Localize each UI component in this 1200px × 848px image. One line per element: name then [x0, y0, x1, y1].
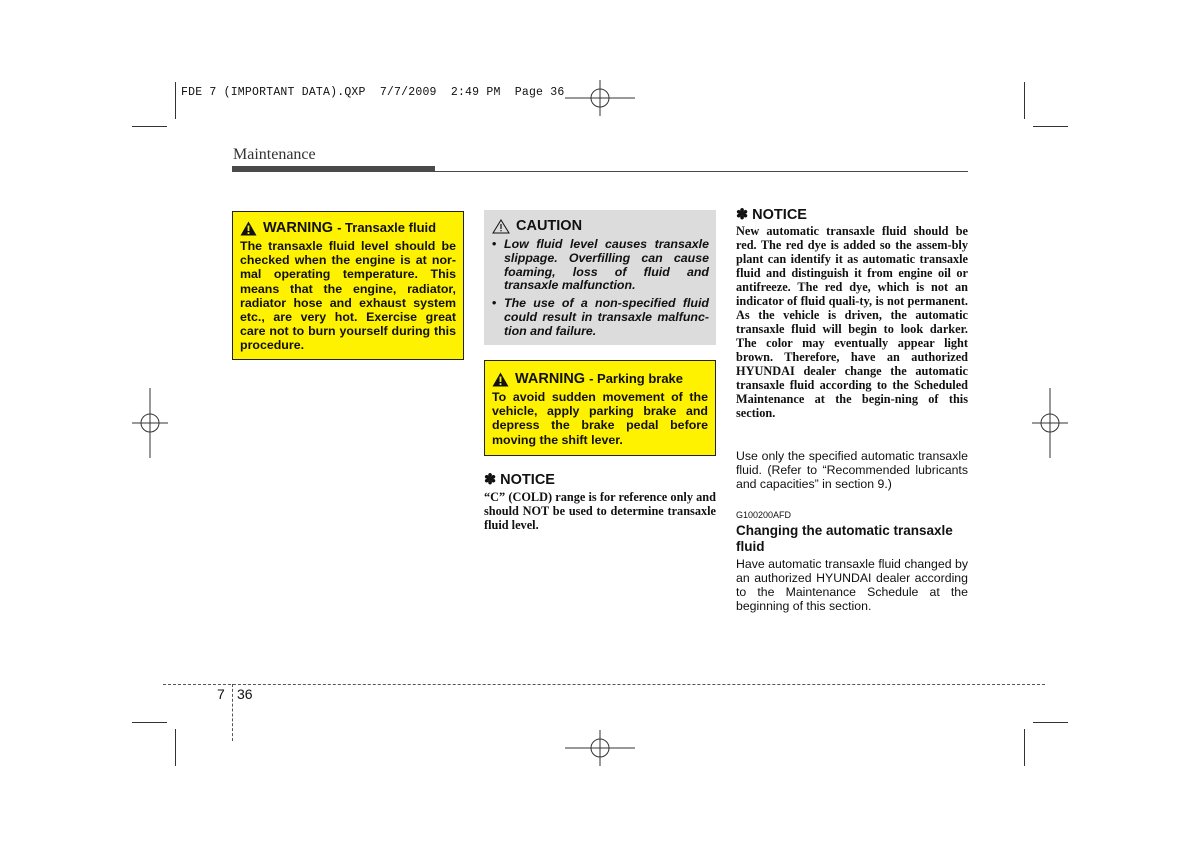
section-code: G100200AFD: [736, 510, 792, 520]
warning-parking-box: [484, 360, 716, 456]
registration-mark-icon: [565, 80, 635, 116]
crop-mark: [1024, 729, 1025, 766]
caution-heading: [492, 218, 709, 234]
warning-triangle-icon: [492, 372, 509, 387]
chapter-number: 7: [217, 686, 225, 702]
registration-mark-icon: [1032, 388, 1068, 458]
warning-parking-text: To avoid sudden movement of the vehicle, apply parking brake and depress the brake pedal before moving the shift lever.: [492, 390, 708, 447]
notice-red-text: New automatic transaxle fluid should be red. The red dye is added so the assem-bly plant can identify it as automatic transaxle fluid and distinguish it from engine oil or antifreeze. The red dye, which is not an indicator of fluid quali-ty, is not permanent. As the vehicle is driven, the automatic transaxle fluid will begin to look darker. The color may eventually appear light brown. Therefore, have an authorized HYUNDAI dealer change the automatic transaxle fluid according to the Scheduled Maintenance at the begin-ning of this section.: [736, 224, 968, 420]
warning-triangle-icon: [240, 221, 257, 236]
footer-divider: [232, 684, 233, 741]
caution-item: • Low fluid level causes transaxle slippage. Overfilling can cause foaming, loss of fluid and transaxle malfunction.: [492, 238, 709, 293]
header-bar: [232, 166, 435, 172]
warning-subtitle: - Parking brake: [589, 371, 684, 386]
caution-box: [484, 210, 716, 345]
notice-cold: [484, 472, 716, 532]
page-title: Maintenance: [233, 146, 316, 163]
warning-transaxle-box: [232, 211, 464, 360]
notice-heading: ✽ NOTICE: [484, 472, 555, 488]
caution-list: [492, 238, 709, 339]
caution-label: CAUTION: [516, 218, 583, 234]
header-rule: [435, 171, 968, 172]
notice-cold-text: “C” (COLD) range is for reference only and should NOT be used to determine transaxle fluid level.: [484, 490, 716, 532]
crop-mark: [175, 729, 176, 766]
page-number: 36: [237, 686, 253, 702]
section-body: Have automatic transaxle fluid changed by an authorized HYUNDAI dealer according to the Maintenance Schedule at the beginning of this section.: [736, 557, 968, 613]
registration-mark-icon: [132, 388, 168, 458]
footer-rule: [163, 684, 1045, 685]
crop-mark: [1033, 126, 1068, 127]
warning-transaxle-text: The transaxle fluid level should be checked when the engine is at nor-mal operating temperature. This means that the engine, radiator, radiator hose and exhaust system etc., are very hot. Exercise great care not to burn yourself during this procedure.: [240, 239, 456, 353]
warning-subtitle: - Transaxle fluid: [337, 220, 437, 235]
registration-mark-icon: [565, 730, 635, 766]
notice-red: [736, 207, 968, 420]
notice-heading: ✽ NOTICE: [736, 207, 807, 223]
crop-mark: [132, 126, 167, 127]
warning-transaxle-heading: [240, 219, 456, 237]
caution-item: • The use of a non-specified fluid could result in transaxle malfunc-tion and failure.: [492, 297, 709, 338]
crop-mark: [175, 82, 176, 119]
crop-mark: [1033, 722, 1068, 723]
caution-triangle-icon: [492, 219, 510, 234]
use-specified-text: Use only the specified automatic transaxle fluid. (Refer to “Recommended lubricants and capacities” in section 9.): [736, 449, 968, 491]
section-heading: Changing the automatic transaxle fluid: [736, 523, 953, 554]
warning-parking-heading: [492, 370, 708, 388]
warning-label: WARNING: [263, 220, 334, 236]
warning-label: WARNING: [515, 371, 586, 387]
crop-mark: [132, 722, 167, 723]
crop-mark: [1024, 82, 1025, 119]
print-slug: FDE 7 (IMPORTANT DATA).QXP 7/7/2009 2:49 PM Page 36: [181, 86, 565, 99]
